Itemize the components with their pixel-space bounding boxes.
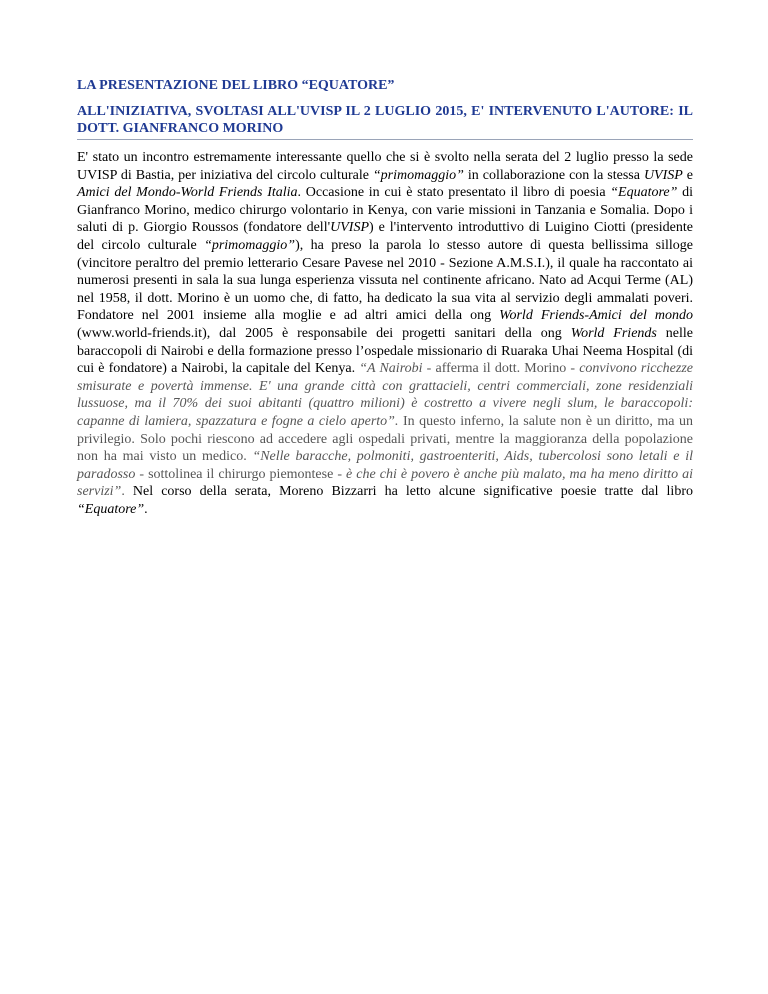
article-title: LA PRESENTAZIONE DEL LIBRO “EQUATORE”	[77, 78, 395, 93]
body-text-segment: ), ha preso la parola lo stesso autore di questa bellissima silloge (vincitore peraltro del premio letterario Cesare Pavese nel 2010 - Sezione A.M.S.I.), il quale ha raccontato ai numerosi presenti in sala la sua lunga esperienza vissuta nel continente africano. Nato ad Acqui Terme (AL) nel 1958, il dott. Morino è un uomo che, di fatto, ha dedicato la sua vita al servizio degli ammalati poveri. Fondatore nel 2001 insieme alla moglie e ad altri amici della ong	[77, 237, 694, 324]
body-text-italic-segment: Amici del Mondo-World Friends Italia	[77, 185, 298, 201]
body-text-italic-segment: “primomaggio”	[204, 237, 296, 253]
body-text-italic-segment: “Equatore”	[610, 185, 678, 201]
body-text-segment: Nel corso della serata, Moreno Bizzarri ha letto alcune significative poesie tratte dal libro	[124, 484, 693, 500]
body-text-segment: - afferma il dott. Morino -	[422, 361, 580, 377]
body-text-segment: .	[121, 484, 125, 500]
article-subtitle: ALL'INIZIATIVA, SVOLTASI ALL'UVISP IL 2 LUGLIO 2015, E' INTERVENUTO L'AUTORE: IL DOTT. GIANFRANCO MORINO	[77, 103, 693, 140]
body-text-italic-segment: World Friends	[570, 325, 657, 341]
body-text-segment: di Gianfranco Morino, medico chirurgo volontario in Kenya, con varie missioni in Tanzania e Somalia. Dopo i saluti di p. Giorgio Roussos (fondatore dell'	[77, 185, 694, 236]
body-text-segment: nelle baraccopoli di Nairobi e della formazione presso l’ospedale missionario di Ruaraka Uhai Neema Hospital (di cui è fondatore) a Nairobi, la capitale del Kenya.	[77, 325, 693, 377]
body-text-segment: e	[682, 167, 693, 183]
body-text-segment: In questo inferno, la salute non è un diritto, ma un privilegio. Solo pochi riescono ad accedere agli ospedali privati, mentre la maggioranza della popolazione non ha mai visto un medico.	[77, 413, 693, 465]
body-text-italic-segment: UVISP	[330, 220, 370, 236]
body-text-italic-segment: UVISP	[643, 167, 683, 183]
body-text-segment: - sottolinea il chirurgo piemontese -	[135, 466, 347, 482]
article-body	[77, 149, 693, 518]
body-text-italic-segment: “Equatore”	[77, 501, 145, 517]
body-text-italic-segment: è che chi è povero è anche più malato, ma ha meno diritto ai servizi”	[77, 466, 693, 500]
body-text-italic-segment: World Friends-Amici del mondo	[499, 308, 693, 324]
body-text-segment: ) e l'intervento introduttivo di Luigino Ciotti (presidente del circolo culturale	[77, 220, 694, 253]
body-text-segment: in collaborazione con la stessa	[463, 167, 644, 183]
body-text-italic-segment: convivono ricchezze smisurate e povertà immense. E' una grande città con grattacieli, centri commerciali, zone residenziali lussuose, ma il 70% dei suoi abitanti (quattro milioni) è costretto a vivere negli slum, le baraccopoli: capanne di lamiera, spazzatura e fogne a cielo aperto”.	[77, 361, 693, 429]
body-text-segment: . Occasione in cui è stato presentato il libro di poesia	[297, 185, 611, 201]
body-text-segment: .	[144, 501, 148, 517]
body-text-italic-segment: “Nelle baracche, polmoniti, gastroenteriti, Aids, tubercolosi sono letali e il paradosso	[77, 449, 693, 482]
body-text-italic-segment: “primomaggio”	[372, 167, 464, 183]
body-text-segment: (www.world-friends.it), dal 2005 è responsabile dei progetti sanitari della ong	[77, 325, 571, 341]
body-text-italic-segment: “A Nairobi	[359, 361, 423, 377]
body-text-segment: E' stato un incontro estremamente interessante quello che si è svolto nella serata del 2 luglio presso la sede UVISP di Bastia, per iniziativa del circolo culturale	[77, 150, 693, 183]
